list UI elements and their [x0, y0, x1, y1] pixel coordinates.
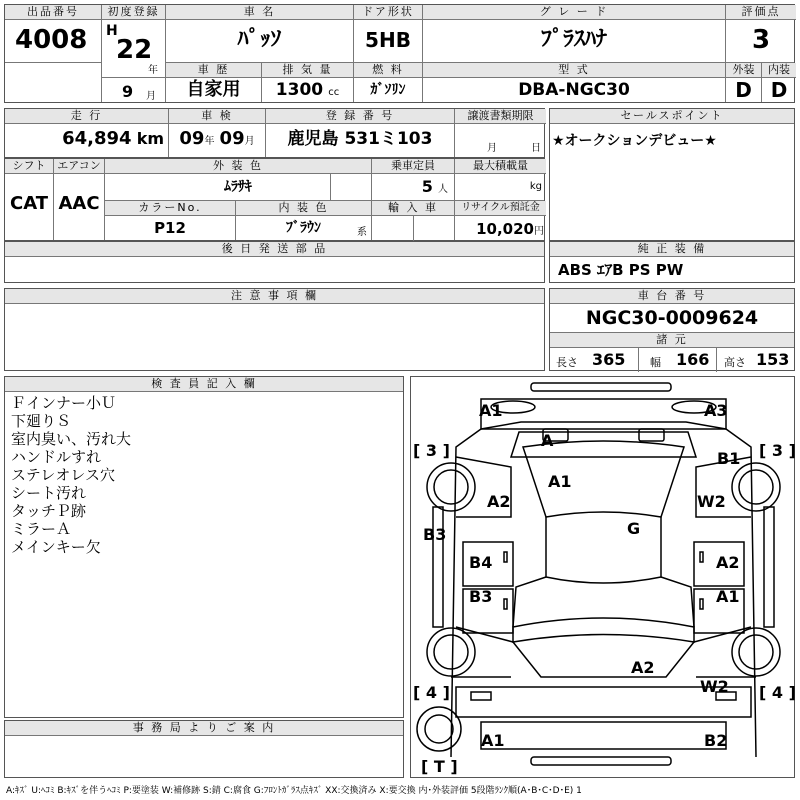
inspector-note: Ｆインナー小Ｕ — [11, 394, 117, 412]
capacity-unit: 人 — [438, 184, 448, 195]
mileage-label: 走 行 — [5, 109, 168, 124]
fuel-cell — [354, 63, 422, 103]
first-registration-label: 初度登録 — [102, 5, 165, 20]
door-type: 5HB — [365, 28, 411, 52]
era: H — [106, 23, 118, 39]
shift-cell — [5, 159, 53, 241]
tire-front-left: [ 3 ] — [413, 441, 450, 460]
code-roof: G — [627, 519, 641, 538]
notes-label: 注 意 事 項 欄 — [5, 289, 544, 304]
equipment-label: 純 正 装 備 — [550, 242, 794, 257]
chassis-label: 車 台 番 号 — [550, 289, 794, 304]
recycle-unit: 円 — [534, 226, 544, 237]
car-diagram — [410, 376, 795, 778]
dims-label: 諸 元 — [550, 332, 794, 348]
code-rear-door-left: B3 — [469, 587, 493, 606]
grade-label: グ レ ー ド — [423, 5, 725, 20]
load-cell — [455, 159, 546, 200]
tire-rear-right-value: 4 — [771, 683, 784, 702]
displacement-unit: cc — [328, 87, 340, 98]
height: 153 — [756, 350, 790, 369]
inspector-note: メインキー欠 — [11, 538, 101, 556]
recycle-label: リサイクル預託金 — [455, 201, 546, 216]
mileage-row — [4, 108, 545, 158]
plate-cell — [266, 109, 454, 158]
grade: ﾌﾟﾗｽﾊﾅ — [540, 27, 607, 52]
mileage-cell — [5, 109, 168, 158]
length: 365 — [592, 350, 626, 369]
int-color-unit: 系 — [357, 227, 367, 238]
color-no: P12 — [154, 219, 186, 237]
tire-rear-left-value: 4 — [425, 683, 438, 702]
inspector-note: シート汚れ — [11, 484, 87, 502]
import-label: 輸 入 車 — [372, 201, 454, 216]
displacement: 1300 — [275, 80, 324, 100]
mileage: 64,894 — [62, 128, 132, 149]
code-rear-right: B2 — [704, 731, 728, 750]
code-front-door-right: A2 — [716, 553, 740, 572]
length-label: 長さ — [556, 356, 578, 369]
plate-label: 登 録 番 号 — [266, 109, 454, 124]
int-color-label: 内 装 色 — [236, 201, 371, 216]
ac-cell — [54, 159, 104, 241]
ext-color-label: 外 装 色 — [105, 159, 371, 174]
tire-front-right-value: 3 — [771, 441, 784, 460]
recycle-fee: 10,020 — [476, 220, 534, 238]
fuel-label: 燃 料 — [354, 63, 422, 78]
office-box — [4, 720, 404, 778]
equipment-box — [549, 241, 795, 283]
interior-label: 内装 — [762, 63, 796, 78]
code-front-fender-right: B1 — [717, 449, 741, 468]
color-no-label: カラーNo. — [105, 201, 235, 216]
width: 166 — [676, 350, 710, 369]
code-front-left: A1 — [479, 401, 503, 420]
interior-grade-cell — [762, 63, 796, 103]
door-cell — [354, 5, 422, 62]
code-rear-door-right: A1 — [716, 587, 740, 606]
code-mirror-right: W2 — [697, 492, 726, 511]
lot-number: 4008 — [15, 25, 88, 55]
code-front-fender-left: A2 — [487, 492, 511, 511]
inspector-note: 室内臭い、汚れ大 — [11, 430, 132, 448]
score-label: 評価点 — [726, 5, 796, 20]
code-rear-fender-right: W2 — [700, 677, 729, 696]
equipment: ABS ｴｱB PS PW — [558, 261, 684, 279]
code-windshield: A1 — [548, 472, 572, 491]
score-cell — [726, 5, 796, 62]
mileage-unit: km — [136, 129, 164, 148]
code-front-right: A3 — [704, 401, 728, 420]
transfer-cell — [455, 109, 546, 158]
inspection-cell — [169, 109, 265, 158]
exterior-grade-cell — [726, 63, 761, 103]
history-cell — [166, 63, 261, 103]
exterior-grade: D — [735, 78, 752, 102]
inspection-month: 09 — [219, 128, 245, 149]
tire-spare: [ T ] — [421, 757, 458, 776]
model-type: DBA-NGC30 — [518, 80, 630, 100]
shift-label: シフト — [5, 159, 53, 174]
office-label: 事 務 局 よ り ご 案 内 — [5, 721, 403, 736]
tire-front-left-value: 3 — [425, 441, 438, 460]
model-name: ﾊﾟｯｿ — [237, 27, 282, 52]
door-label: ドア形状 — [354, 5, 422, 20]
capacity-label: 乗車定員 — [372, 159, 454, 174]
interior-grade: D — [770, 78, 788, 102]
exterior-label: 外装 — [726, 63, 761, 78]
sales-point-label: セールスポイント — [550, 109, 794, 124]
inspector-note: ステレオレス穴 — [11, 466, 115, 484]
code-trunk: A2 — [631, 658, 655, 677]
chassis-number: NGC30-0009624 — [585, 307, 759, 329]
inspector-note: ミラーＡ — [11, 520, 72, 538]
color-no-cell — [105, 201, 235, 241]
model-label: 車 名 — [166, 5, 353, 20]
capacity-cell — [372, 159, 454, 200]
transfer-day-unit: 日 — [531, 143, 541, 154]
recycle-cell — [455, 201, 546, 241]
inspector-label: 検 査 員 記 入 欄 — [5, 377, 403, 392]
score: 3 — [751, 25, 771, 55]
code-hood: A — [541, 431, 554, 450]
load-label: 最大積載量 — [455, 159, 546, 174]
tire-spare-value: T — [433, 757, 445, 776]
int-color: ﾌﾞﾗｳﾝ — [286, 220, 321, 236]
month-unit: 月 — [146, 91, 156, 102]
ext-color: ﾑﾗｻｷ — [224, 179, 252, 195]
code-rocker-left: B3 — [423, 525, 447, 544]
code-front-door-left: B4 — [469, 553, 493, 572]
car-outline — [411, 377, 796, 779]
fuel: ｶﾞｿﾘﾝ — [370, 82, 406, 98]
year-unit: 年 — [148, 65, 158, 76]
displacement-label: 排 気 量 — [262, 63, 353, 78]
sales-point-box — [549, 108, 795, 241]
transfer-month-unit: 月 — [487, 143, 497, 154]
sales-point: ★オークションデビュー★ — [552, 133, 717, 149]
notes-box — [4, 288, 545, 371]
registration-year: 22 — [116, 35, 153, 65]
inspection-year: 09 — [179, 128, 205, 149]
inspection-month-unit: 月 — [244, 136, 255, 147]
inspector-note: 下廻りＳ — [11, 412, 72, 430]
vehicle-history: 自家用 — [186, 79, 241, 100]
transfer-label: 譲渡書類期限 — [455, 109, 546, 124]
width-label: 幅 — [650, 356, 661, 369]
air-conditioner: AAC — [58, 193, 100, 214]
inspector-box — [4, 376, 404, 718]
displacement-cell — [262, 63, 353, 103]
inspector-note: ハンドルすれ — [11, 448, 102, 466]
later-parts-label: 後 日 発 送 部 品 — [5, 242, 544, 257]
capacity: 5 — [421, 177, 433, 196]
later-parts-box — [4, 241, 545, 283]
history-label: 車 歴 — [166, 63, 261, 78]
inspection-year-unit: 年 — [204, 136, 215, 147]
tire-rear-right: [ 4 ] — [759, 683, 796, 702]
code-rear-left: A1 — [481, 731, 505, 750]
inspection-label: 車 検 — [169, 109, 265, 124]
load-unit: kg — [529, 181, 542, 192]
chassis-box — [549, 288, 795, 371]
damage-legend: A:ｷｽﾞ U:ﾍｺﾐ B:ｷｽﾞを伴うﾍｺﾐ P:要塗装 W:補修跡 S:錆 C:腐食 G:ﾌﾛﾝﾄｶﾞﾗｽ点ｷｽﾞ XX:交換済み X:要交換 内･外装評価 5段階ﾗﾝｸ順(A･B･C･D･E) 1 — [6, 786, 582, 796]
type-label: 型 式 — [423, 63, 725, 78]
tire-front-right: [ 3 ] — [759, 441, 796, 460]
grade-cell — [423, 5, 725, 62]
registration-month: 9 — [122, 82, 134, 101]
spec-row — [4, 158, 545, 241]
height-label: 高さ — [724, 356, 746, 369]
type-cell — [423, 63, 725, 103]
header-row-1 — [4, 4, 795, 103]
inspector-notes — [5, 392, 403, 558]
lot-number-cell — [5, 5, 101, 62]
inspector-note: タッチＰ跡 — [11, 502, 87, 520]
plate-number: 鹿児島 531ミ103 — [287, 129, 433, 149]
model-cell — [166, 5, 353, 62]
tire-rear-left: [ 4 ] — [413, 683, 450, 702]
ac-label: エアコン — [54, 159, 104, 174]
ext-color-cell — [105, 159, 371, 200]
lot-number-label: 出品番号 — [5, 5, 101, 20]
shift: CAT — [9, 193, 49, 214]
int-color-cell — [236, 201, 371, 241]
first-registration-cell — [102, 5, 165, 103]
